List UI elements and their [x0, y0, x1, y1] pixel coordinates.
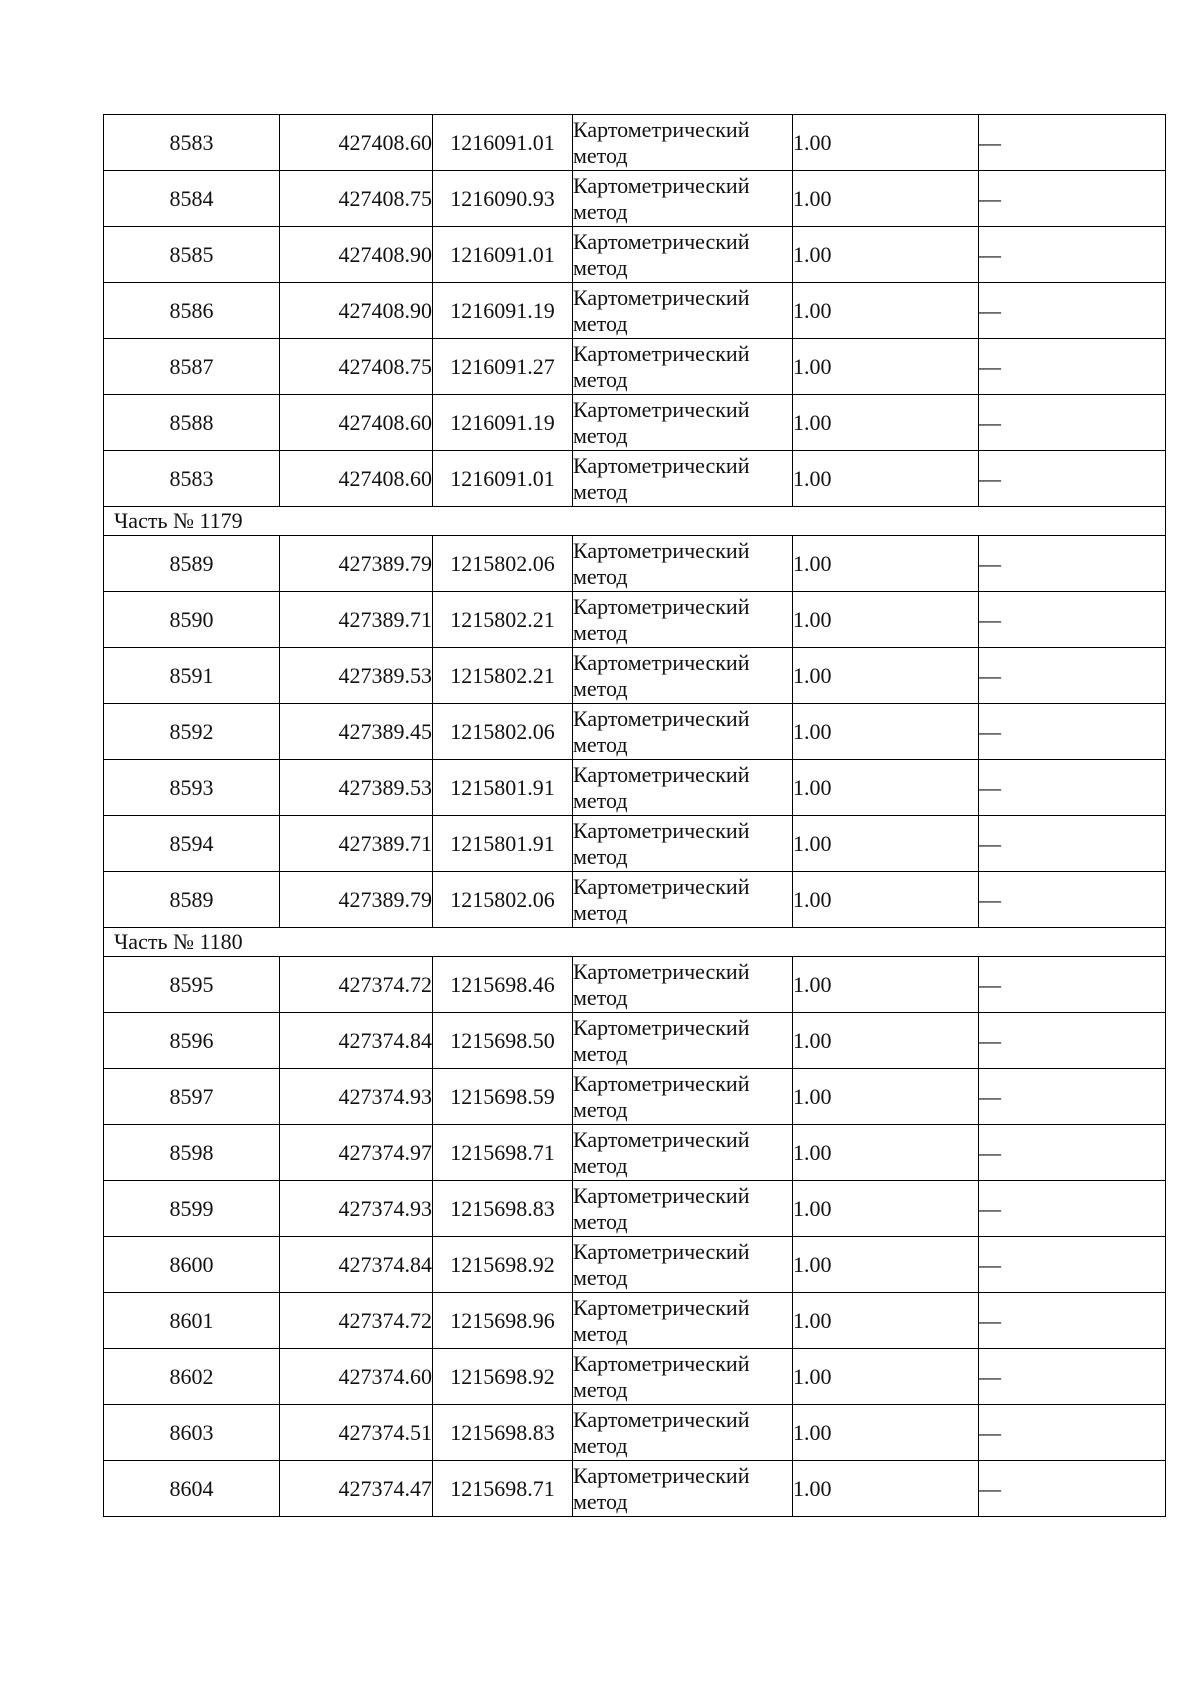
accuracy-cell: 1.00	[793, 1293, 979, 1349]
y-coordinate-cell: 1215698.71	[433, 1461, 573, 1517]
description-cell: —	[979, 704, 1166, 760]
y-coordinate-cell: 1215801.91	[433, 816, 573, 872]
description-cell: —	[979, 1181, 1166, 1237]
x-coordinate-cell: 427374.84	[280, 1013, 433, 1069]
table-row	[104, 1461, 1166, 1517]
x-coordinate-cell: 427374.93	[280, 1181, 433, 1237]
description-cell: —	[979, 1293, 1166, 1349]
point-number-cell: 8593	[104, 760, 280, 816]
point-number-cell: 8591	[104, 648, 280, 704]
method-cell: Картометрический метод	[573, 957, 793, 1013]
method-cell: Картометрический метод	[573, 1069, 793, 1125]
method-cell: Картометрический метод	[573, 1013, 793, 1069]
method-cell: Картометрический метод	[573, 760, 793, 816]
table-row	[104, 283, 1166, 339]
accuracy-cell: 1.00	[793, 536, 979, 592]
y-coordinate-cell: 1216090.93	[433, 171, 573, 227]
y-coordinate-cell: 1215698.83	[433, 1181, 573, 1237]
description-cell: —	[979, 115, 1166, 171]
point-number-cell: 8583	[104, 115, 280, 171]
description-cell: —	[979, 171, 1166, 227]
part-heading-row	[104, 507, 1166, 536]
x-coordinate-cell: 427374.84	[280, 1237, 433, 1293]
x-coordinate-cell: 427408.60	[280, 115, 433, 171]
description-cell: —	[979, 592, 1166, 648]
accuracy-cell: 1.00	[793, 1125, 979, 1181]
method-cell: Картометрический метод	[573, 395, 793, 451]
method-cell: Картометрический метод	[573, 171, 793, 227]
y-coordinate-cell: 1215802.21	[433, 592, 573, 648]
accuracy-cell: 1.00	[793, 872, 979, 928]
description-cell: —	[979, 227, 1166, 283]
accuracy-cell: 1.00	[793, 339, 979, 395]
x-coordinate-cell: 427389.79	[280, 872, 433, 928]
table-row	[104, 704, 1166, 760]
point-number-cell: 8588	[104, 395, 280, 451]
x-coordinate-cell: 427374.72	[280, 957, 433, 1013]
description-cell: —	[979, 1405, 1166, 1461]
y-coordinate-cell: 1216091.19	[433, 283, 573, 339]
y-coordinate-cell: 1215698.50	[433, 1013, 573, 1069]
y-coordinate-cell: 1215802.06	[433, 704, 573, 760]
table-row	[104, 536, 1166, 592]
y-coordinate-cell: 1216091.01	[433, 451, 573, 507]
y-coordinate-cell: 1216091.19	[433, 395, 573, 451]
table-row	[104, 957, 1166, 1013]
point-number-cell: 8584	[104, 171, 280, 227]
point-number-cell: 8585	[104, 227, 280, 283]
accuracy-cell: 1.00	[793, 115, 979, 171]
table-row	[104, 227, 1166, 283]
method-cell: Картометрический метод	[573, 648, 793, 704]
description-cell: —	[979, 451, 1166, 507]
table-row	[104, 816, 1166, 872]
accuracy-cell: 1.00	[793, 1069, 979, 1125]
accuracy-cell: 1.00	[793, 1349, 979, 1405]
point-number-cell: 8597	[104, 1069, 280, 1125]
x-coordinate-cell: 427389.53	[280, 648, 433, 704]
point-number-cell: 8603	[104, 1405, 280, 1461]
description-cell: —	[979, 1013, 1166, 1069]
table-row	[104, 171, 1166, 227]
table-row	[104, 1405, 1166, 1461]
x-coordinate-cell: 427408.90	[280, 227, 433, 283]
x-coordinate-cell: 427389.53	[280, 760, 433, 816]
accuracy-cell: 1.00	[793, 227, 979, 283]
point-number-cell: 8587	[104, 339, 280, 395]
x-coordinate-cell: 427408.90	[280, 283, 433, 339]
description-cell: —	[979, 1125, 1166, 1181]
y-coordinate-cell: 1215698.92	[433, 1237, 573, 1293]
method-cell: Картометрический метод	[573, 1349, 793, 1405]
x-coordinate-cell: 427374.51	[280, 1405, 433, 1461]
y-coordinate-cell: 1215801.91	[433, 760, 573, 816]
y-coordinate-cell: 1215698.71	[433, 1125, 573, 1181]
y-coordinate-cell: 1215698.83	[433, 1405, 573, 1461]
y-coordinate-cell: 1215802.06	[433, 536, 573, 592]
accuracy-cell: 1.00	[793, 760, 979, 816]
accuracy-cell: 1.00	[793, 592, 979, 648]
method-cell: Картометрический метод	[573, 704, 793, 760]
description-cell: —	[979, 872, 1166, 928]
accuracy-cell: 1.00	[793, 816, 979, 872]
x-coordinate-cell: 427389.45	[280, 704, 433, 760]
point-number-cell: 8589	[104, 872, 280, 928]
method-cell: Картометрический метод	[573, 1181, 793, 1237]
accuracy-cell: 1.00	[793, 171, 979, 227]
point-number-cell: 8594	[104, 816, 280, 872]
point-number-cell: 8583	[104, 451, 280, 507]
point-number-cell: 8586	[104, 283, 280, 339]
accuracy-cell: 1.00	[793, 1237, 979, 1293]
method-cell: Картометрический метод	[573, 872, 793, 928]
table-row	[104, 339, 1166, 395]
x-coordinate-cell: 427389.79	[280, 536, 433, 592]
method-cell: Картометрический метод	[573, 227, 793, 283]
coordinates-table-body	[104, 115, 1166, 1517]
x-coordinate-cell: 427408.60	[280, 451, 433, 507]
table-row	[104, 760, 1166, 816]
accuracy-cell: 1.00	[793, 957, 979, 1013]
point-number-cell: 8602	[104, 1349, 280, 1405]
method-cell: Картометрический метод	[573, 339, 793, 395]
y-coordinate-cell: 1215698.96	[433, 1293, 573, 1349]
method-cell: Картометрический метод	[573, 1461, 793, 1517]
point-number-cell: 8600	[104, 1237, 280, 1293]
table-row	[104, 1237, 1166, 1293]
table-row	[104, 1013, 1166, 1069]
accuracy-cell: 1.00	[793, 283, 979, 339]
method-cell: Картометрический метод	[573, 115, 793, 171]
point-number-cell: 8604	[104, 1461, 280, 1517]
table-row	[104, 395, 1166, 451]
x-coordinate-cell: 427389.71	[280, 592, 433, 648]
method-cell: Картометрический метод	[573, 536, 793, 592]
accuracy-cell: 1.00	[793, 1013, 979, 1069]
method-cell: Картометрический метод	[573, 283, 793, 339]
point-number-cell: 8596	[104, 1013, 280, 1069]
method-cell: Картометрический метод	[573, 816, 793, 872]
method-cell: Картометрический метод	[573, 1237, 793, 1293]
accuracy-cell: 1.00	[793, 395, 979, 451]
point-number-cell: 8595	[104, 957, 280, 1013]
description-cell: —	[979, 339, 1166, 395]
accuracy-cell: 1.00	[793, 1405, 979, 1461]
y-coordinate-cell: 1216091.01	[433, 227, 573, 283]
point-number-cell: 8589	[104, 536, 280, 592]
y-coordinate-cell: 1215802.21	[433, 648, 573, 704]
accuracy-cell: 1.00	[793, 1461, 979, 1517]
description-cell: —	[979, 1069, 1166, 1125]
accuracy-cell: 1.00	[793, 704, 979, 760]
accuracy-cell: 1.00	[793, 451, 979, 507]
x-coordinate-cell: 427374.93	[280, 1069, 433, 1125]
method-cell: Картометрический метод	[573, 451, 793, 507]
method-cell: Картометрический метод	[573, 1125, 793, 1181]
description-cell: —	[979, 648, 1166, 704]
table-row	[104, 451, 1166, 507]
x-coordinate-cell: 427408.75	[280, 339, 433, 395]
y-coordinate-cell: 1216091.01	[433, 115, 573, 171]
method-cell: Картометрический метод	[573, 592, 793, 648]
table-row	[104, 592, 1166, 648]
description-cell: —	[979, 760, 1166, 816]
table-row	[104, 1069, 1166, 1125]
description-cell: —	[979, 1461, 1166, 1517]
point-number-cell: 8590	[104, 592, 280, 648]
table-row	[104, 1293, 1166, 1349]
accuracy-cell: 1.00	[793, 648, 979, 704]
table-row	[104, 872, 1166, 928]
x-coordinate-cell: 427408.75	[280, 171, 433, 227]
description-cell: —	[979, 1349, 1166, 1405]
table-row	[104, 1181, 1166, 1237]
description-cell: —	[979, 816, 1166, 872]
y-coordinate-cell: 1215802.06	[433, 872, 573, 928]
method-cell: Картометрический метод	[573, 1405, 793, 1461]
coordinates-table	[103, 114, 1166, 1517]
y-coordinate-cell: 1215698.59	[433, 1069, 573, 1125]
y-coordinate-cell: 1215698.46	[433, 957, 573, 1013]
x-coordinate-cell: 427374.97	[280, 1125, 433, 1181]
point-number-cell: 8599	[104, 1181, 280, 1237]
description-cell: —	[979, 1237, 1166, 1293]
point-number-cell: 8598	[104, 1125, 280, 1181]
method-cell: Картометрический метод	[573, 1293, 793, 1349]
x-coordinate-cell: 427374.72	[280, 1293, 433, 1349]
part-heading: Часть № 1180	[104, 928, 1166, 957]
table-row	[104, 1125, 1166, 1181]
accuracy-cell: 1.00	[793, 1181, 979, 1237]
y-coordinate-cell: 1215698.92	[433, 1349, 573, 1405]
description-cell: —	[979, 536, 1166, 592]
description-cell: —	[979, 957, 1166, 1013]
x-coordinate-cell: 427374.60	[280, 1349, 433, 1405]
part-heading: Часть № 1179	[104, 507, 1166, 536]
description-cell: —	[979, 395, 1166, 451]
x-coordinate-cell: 427374.47	[280, 1461, 433, 1517]
x-coordinate-cell: 427408.60	[280, 395, 433, 451]
x-coordinate-cell: 427389.71	[280, 816, 433, 872]
description-cell: —	[979, 283, 1166, 339]
table-row	[104, 115, 1166, 171]
table-row	[104, 1349, 1166, 1405]
part-heading-row	[104, 928, 1166, 957]
point-number-cell: 8592	[104, 704, 280, 760]
table-row	[104, 648, 1166, 704]
y-coordinate-cell: 1216091.27	[433, 339, 573, 395]
point-number-cell: 8601	[104, 1293, 280, 1349]
